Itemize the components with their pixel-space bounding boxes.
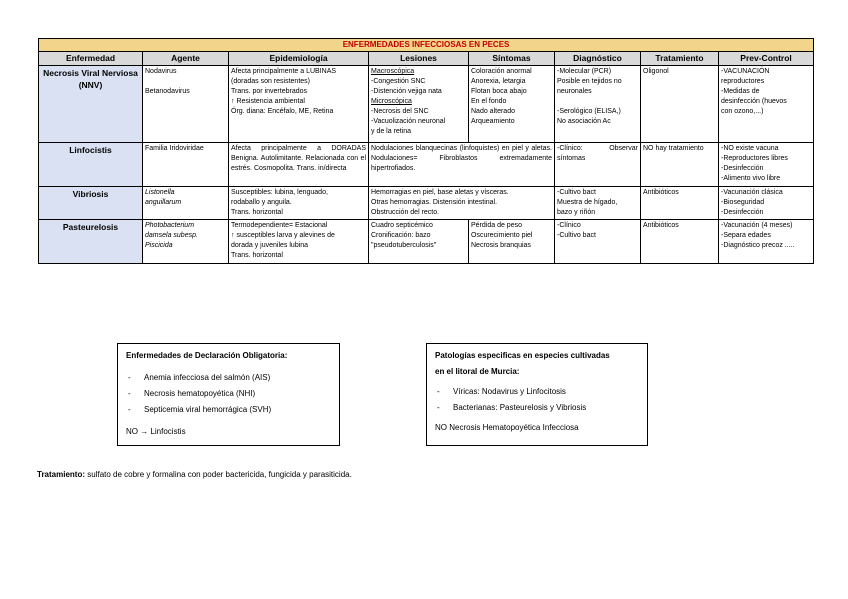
diagnosis-line: No asociación Ac bbox=[557, 118, 611, 125]
lesion-line: -Congestión SNC bbox=[371, 78, 426, 85]
epi-line: rodaballo y anguila. bbox=[231, 199, 292, 206]
prevention-line: -Vacunación clásica bbox=[721, 189, 783, 196]
lesions-cell bbox=[369, 220, 469, 264]
agent-line: Photobacterium bbox=[145, 222, 195, 229]
footnote-label: Tratamiento: bbox=[37, 470, 86, 479]
prevention-line: -VACUNACIÓN bbox=[721, 68, 770, 75]
prevention-line: -Desinfección bbox=[721, 209, 764, 216]
box-note: NO Necrosis Hematopoyética Infecciosa bbox=[435, 423, 579, 432]
table-row bbox=[39, 66, 814, 143]
agent-line: Nodavirus bbox=[145, 68, 177, 75]
prevention-line: -Alimento vivo libre bbox=[721, 175, 781, 182]
diagnosis-cell bbox=[555, 187, 641, 220]
agent-cell: Familia Iridoviridae bbox=[143, 143, 229, 187]
diagnosis-cell bbox=[555, 220, 641, 264]
lesion-line: -Vacuolización neuronal bbox=[371, 118, 446, 125]
lesions-symptoms-cell: Nodulaciones blanquecinas (linfoquistes) en piel y aletas. Nodulaciones= Fibroblastos extremadamente hipertrofiados. bbox=[369, 143, 555, 187]
lesion-line: y de la retina bbox=[371, 128, 412, 135]
lesion-line: Otras hemorragias. Distensión intestinal. bbox=[371, 199, 498, 206]
diagnosis-line: bazo y riñón bbox=[557, 209, 596, 216]
prevention-line: -NO existe vacuna bbox=[721, 145, 779, 152]
prevention-cell bbox=[719, 66, 814, 143]
diagnosis-line: -Clínico bbox=[557, 222, 581, 229]
diagnosis-line: Muestra de hígado, bbox=[557, 199, 618, 206]
table-row bbox=[39, 143, 814, 187]
list-item: - Bacterianas: Pasteurelosis y Vibriosis bbox=[435, 400, 639, 416]
epidemiology-cell bbox=[229, 187, 369, 220]
table-title: ENFERMEDADES INFECCIOSAS EN PECES bbox=[39, 39, 814, 52]
agent-line: Listonella bbox=[145, 189, 175, 196]
prevention-line: con ozono,...) bbox=[721, 108, 764, 115]
prevention-line: -Reproductores libres bbox=[721, 155, 788, 162]
table-header-row bbox=[39, 52, 814, 66]
agent-line: damsela subesp. bbox=[145, 232, 198, 239]
agent-cell bbox=[143, 187, 229, 220]
symptoms-cell bbox=[469, 66, 555, 143]
epi-line: ↑ Resistencia ambiental bbox=[231, 98, 305, 105]
box-note: NO → Linfocistis bbox=[126, 427, 186, 436]
epidemiology-cell: Afecta principalmente a DORADAS Benigna. Autolimitante. Relacionada con el estrés. Cosmopolita. Trans. in/directa bbox=[229, 143, 369, 187]
epi-line: Termodependiente= Estacional bbox=[231, 222, 328, 229]
box-title-line: en el litoral de Murcia: bbox=[435, 367, 520, 376]
lesions-cell bbox=[369, 66, 469, 143]
epi-line: ↑ susceptibles larva y alevines de bbox=[231, 232, 335, 239]
symptom-line: Pérdida de peso bbox=[471, 222, 522, 229]
treatment-cell: Oligonol bbox=[641, 66, 719, 143]
symptom-line: Necrosis branquias bbox=[471, 242, 531, 249]
murcia-pathologies-box bbox=[426, 343, 648, 446]
epidemiology-cell bbox=[229, 220, 369, 264]
col-header-lesions: Lesiones bbox=[369, 52, 469, 66]
epi-line: Afecta principalmente a LUBINAS bbox=[231, 68, 337, 75]
disease-name: Vibriosis bbox=[39, 187, 143, 220]
list-item: - Septicemia viral hemorrágica (SVH) bbox=[126, 402, 331, 418]
diagnosis-cell bbox=[555, 66, 641, 143]
diagnosis-line: -Molecular (PCR) bbox=[557, 68, 612, 75]
col-header-epidemiology: Epidemiología bbox=[229, 52, 369, 66]
disease-name: Linfocistis bbox=[39, 143, 143, 187]
list-item: - Anemia infecciosa del salmón (AIS) bbox=[126, 370, 331, 386]
prevention-cell bbox=[719, 187, 814, 220]
box-title-line: Patologías especificas en especies cultivadas bbox=[435, 351, 610, 360]
box-list bbox=[435, 384, 639, 416]
lesion-line: Hemorragias en piel, base aletas y vísceras. bbox=[371, 189, 509, 196]
prevention-line: -Bioseguridad bbox=[721, 199, 765, 206]
diagnosis-line: -Cultivo bact bbox=[557, 189, 596, 196]
prevention-line: reproductores bbox=[721, 78, 765, 85]
treatment-footnote bbox=[37, 470, 352, 479]
table-row bbox=[39, 187, 814, 220]
symptom-line: Oscurecimiento piel bbox=[471, 232, 533, 239]
symptom-line: Coloración anormal bbox=[471, 68, 532, 75]
symptom-line: En el fondo bbox=[471, 98, 507, 105]
symptom-line: Arqueamiento bbox=[471, 118, 515, 125]
list-item: - Necrosis hematopoyética (NHI) bbox=[126, 386, 331, 402]
symptom-line: Flotan boca abajo bbox=[471, 88, 527, 95]
epi-line: Susceptibles: lubina, lenguado, bbox=[231, 189, 328, 196]
epi-line: dorada y juveniles lubina bbox=[231, 242, 309, 249]
col-header-agent: Agente bbox=[143, 52, 229, 66]
prevention-line: -Vacunación (4 meses) bbox=[721, 222, 793, 229]
symptom-line: Anorexia, letargia bbox=[471, 78, 526, 85]
epi-line: Órg. diana: Encéfalo, ME, Retina bbox=[231, 108, 334, 115]
prevention-cell bbox=[719, 143, 814, 187]
prevention-line: -Separa edades bbox=[721, 232, 771, 239]
col-header-prevention: Prev-Control bbox=[719, 52, 814, 66]
disease-name: Pasteurelosis bbox=[39, 220, 143, 264]
disease-name: Necrosis Viral Nerviosa (NNV) bbox=[39, 66, 143, 143]
diagnosis-line: -Cultivo bact bbox=[557, 232, 596, 239]
lesion-line: "pseudotuberculosis" bbox=[371, 242, 437, 249]
col-header-disease: Enfermedad bbox=[39, 52, 143, 66]
treatment-cell: Antibióticos bbox=[641, 220, 719, 264]
col-header-treatment: Tratamiento bbox=[641, 52, 719, 66]
diagnosis-line: -Serológico (ELISA,) bbox=[557, 108, 621, 115]
lesion-line: -Distención vejiga nata bbox=[371, 88, 442, 95]
box-list bbox=[126, 370, 331, 418]
lesion-heading: Macroscópica bbox=[371, 68, 415, 75]
col-header-diagnosis: Diagnóstico bbox=[555, 52, 641, 66]
prevention-line: -Diagnóstico precoz ..... bbox=[721, 242, 795, 249]
lesion-line: Obstrucción del recto. bbox=[371, 209, 440, 216]
table-row bbox=[39, 220, 814, 264]
col-header-symptoms: Síntomas bbox=[469, 52, 555, 66]
lesion-line: Cronificación: bazo bbox=[371, 232, 431, 239]
diagnosis-line: neuronales bbox=[557, 88, 592, 95]
prevention-line: -Medidas de bbox=[721, 88, 760, 95]
agent-cell bbox=[143, 220, 229, 264]
prevention-cell bbox=[719, 220, 814, 264]
footnote-text: sulfato de cobre y formalina con poder bactericida, fungicida y parasiticida. bbox=[85, 470, 352, 479]
treatment-cell: Antibióticos bbox=[641, 187, 719, 220]
lesion-heading: Microscópica bbox=[371, 98, 412, 105]
treatment-cell: NO hay tratamiento bbox=[641, 143, 719, 187]
lesions-symptoms-cell bbox=[369, 187, 555, 220]
symptom-line: Nado alterado bbox=[471, 108, 515, 115]
agent-line: Piscicida bbox=[145, 242, 173, 249]
mandatory-declaration-box bbox=[117, 343, 340, 446]
list-item: - Víricas: Nodavirus y Linfocitosis bbox=[435, 384, 639, 400]
agent-line: anguillarum bbox=[145, 199, 182, 206]
symptoms-cell bbox=[469, 220, 555, 264]
epi-line: (doradas son resistentes) bbox=[231, 78, 310, 85]
prevention-line: desinfección (huevos bbox=[721, 98, 787, 105]
diagnosis-line: Posible en tejidos no bbox=[557, 78, 622, 85]
diagnosis-cell: -Clínico: Observar síntomas bbox=[555, 143, 641, 187]
agent-line: Betanodavirus bbox=[145, 88, 190, 95]
box-title: Enfermedades de Declaración Obligatoria: bbox=[126, 351, 288, 360]
lesion-line: Cuadro septicémico bbox=[371, 222, 433, 229]
agent-cell bbox=[143, 66, 229, 143]
epi-line: Trans. por invertebrados bbox=[231, 88, 307, 95]
lesion-line: -Necrosis del SNC bbox=[371, 108, 429, 115]
diseases-table bbox=[38, 38, 814, 264]
epi-line: Trans. horizontal bbox=[231, 252, 283, 259]
epidemiology-cell bbox=[229, 66, 369, 143]
epi-line: Trans. horizontal bbox=[231, 209, 283, 216]
prevention-line: -Desinfección bbox=[721, 165, 764, 172]
